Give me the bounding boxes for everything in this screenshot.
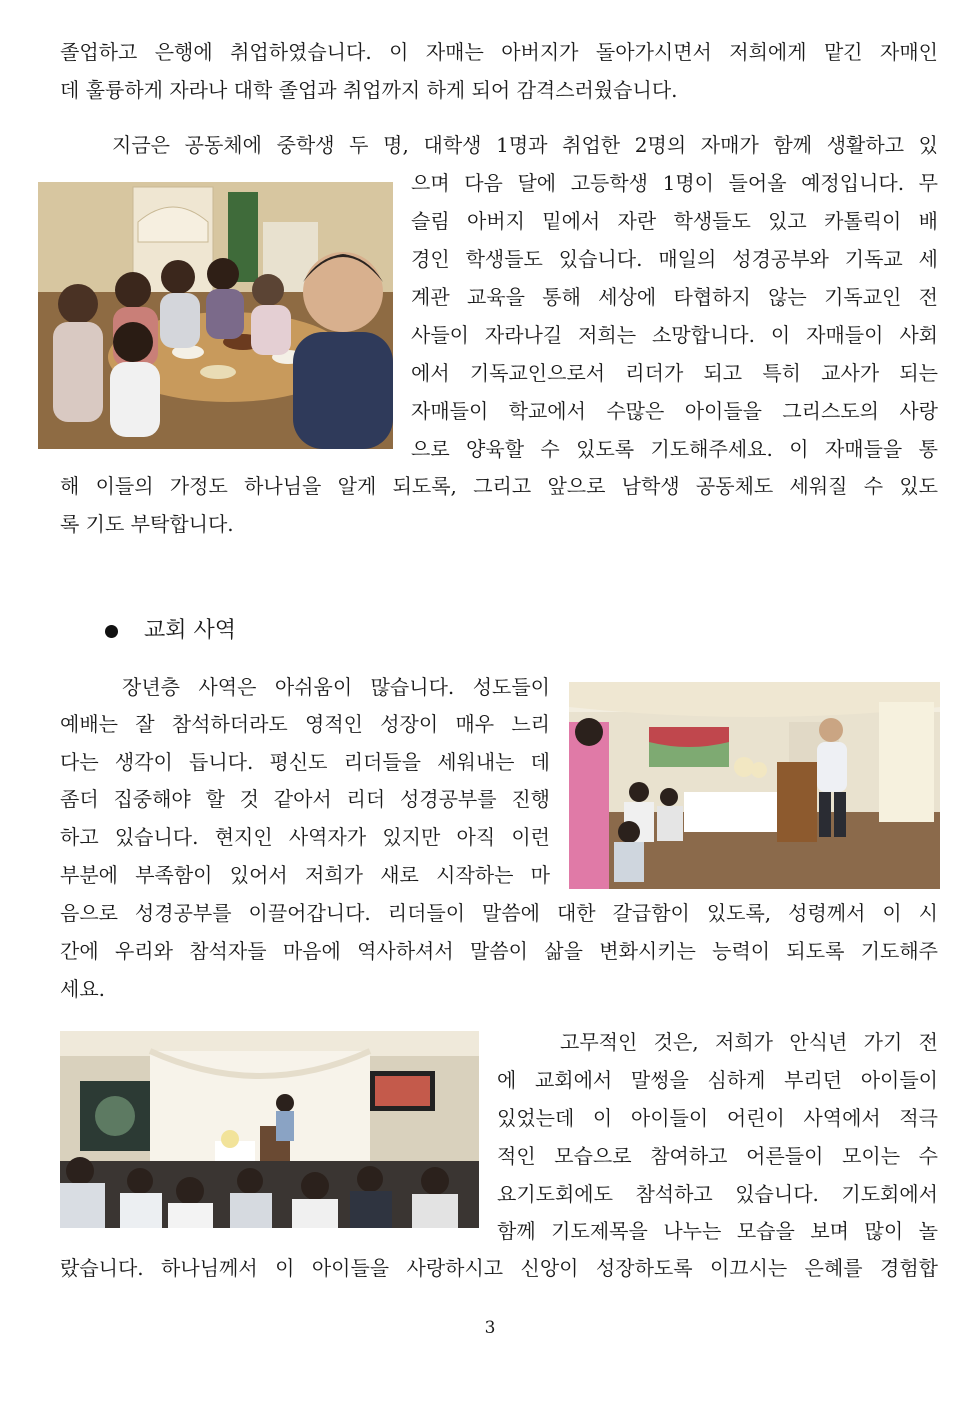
- paragraph4-line-1: 고무적인 것은, 저희가 안식년 가기 전: [560, 1030, 938, 1054]
- paragraph3-line-8: 간에 우리와 참석자들 마음에 역사하셔서 말씀이 삶을 변화시키는 능력이 되도록 기도해주: [60, 939, 938, 963]
- paragraph2-line-2: 으며 다음 달에 고등학생 1명이 들어올 예정입니다. 무: [411, 171, 938, 195]
- page-number: 3: [484, 1318, 496, 1338]
- paragraph2-line-6: 사들이 자라나길 저희는 소망합니다. 이 자매들이 사회: [411, 323, 938, 347]
- paragraph3-line-1: 장년층 사역은 아쉬움이 많습니다. 성도들이: [122, 675, 550, 699]
- paragraph4-line-6: 함께 기도제목을 나누는 모습을 보며 많이 놀: [497, 1219, 938, 1243]
- paragraph3-line-9: 세요.: [60, 977, 105, 1001]
- paragraph2-line-11: 록 기도 부탁합니다.: [60, 512, 234, 536]
- paragraph4-line-4: 적인 모습으로 참여하고 어른들이 모이는 수: [497, 1144, 938, 1168]
- paragraph2-line-8: 자매들이 학교에서 수많은 아이들을 그리스도의 사랑: [411, 399, 938, 423]
- paragraph3-line-4: 좀더 집중해야 할 것 같아서 리더 성경공부를 진행: [60, 787, 550, 811]
- paragraph2-line-4: 경인 학생들도 있습니다. 매일의 성경공부와 기독교 세: [411, 247, 938, 271]
- bullet-icon: [105, 625, 118, 638]
- paragraph4-line-5: 요기도회에도 참석하고 있습니다. 기도회에서: [497, 1182, 938, 1206]
- paragraph2-line-1: 지금은 공동체에 중학생 두 명, 대학생 1명과 취업한 2명의 자매가 함께 생활하고 있: [112, 133, 938, 157]
- paragraph4-line-2: 에 교회에서 말썽을 심하게 부리던 아이들이: [497, 1068, 938, 1092]
- dinner-group-photo: [38, 182, 393, 449]
- paragraph2-line-3: 슬림 아버지 밑에서 자란 학생들도 있고 카톨릭이 배: [411, 209, 938, 233]
- prayer-meeting-photo: [60, 1031, 479, 1228]
- paragraph2-line-5: 계관 교육을 통해 세상에 타협하지 않는 기독교인 전: [411, 285, 938, 309]
- paragraph3-line-2: 예배는 잘 참석하더라도 영적인 성장이 매우 느리: [60, 712, 550, 736]
- paragraph3-line-7: 음으로 성경공부를 이끌어갑니다. 리더들이 말씀에 대한 갈급함이 있도록, 성령께서 이 시: [60, 901, 938, 925]
- paragraph2-line-7: 에서 기독교인으로서 리더가 되고 특히 교사가 되는: [411, 361, 938, 385]
- paragraph3-line-6: 부분에 부족함이 있어서 저희가 새로 시작하는 마: [60, 863, 550, 887]
- paragraph2-line-9: 으로 양육할 수 있도록 기도해주세요. 이 자매들을 통: [411, 437, 938, 461]
- paragraph1-line-1: 졸업하고 은행에 취업하였습니다. 이 자매는 아버지가 돌아가시면서 저희에게 맡긴 자매인: [60, 40, 938, 64]
- paragraph4-line-3: 있었는데 이 아이들이 어린이 사역에서 적극: [497, 1106, 938, 1130]
- section-title: 교회 사역: [144, 618, 237, 643]
- paragraph3-line-5: 하고 있습니다. 현지인 사역자가 있지만 아직 이런: [60, 825, 550, 849]
- paragraph4-line-7: 랐습니다. 하나님께서 이 아이들을 사랑하시고 신앙이 성장하도록 이끄시는 은혜를 경험합: [60, 1256, 938, 1280]
- sermon-photo: [569, 682, 940, 889]
- paragraph2-line-10: 해 이들의 가정도 하나님을 알게 되도록, 그리고 앞으로 남학생 공동체도 세워질 수 있도: [60, 474, 938, 498]
- paragraph3-line-3: 다는 생각이 듭니다. 평신도 리더들을 세워내는 데: [60, 750, 550, 774]
- paragraph1-line-2: 데 훌륭하게 자라나 대학 졸업과 취업까지 하게 되어 감격스러웠습니다.: [60, 78, 678, 102]
